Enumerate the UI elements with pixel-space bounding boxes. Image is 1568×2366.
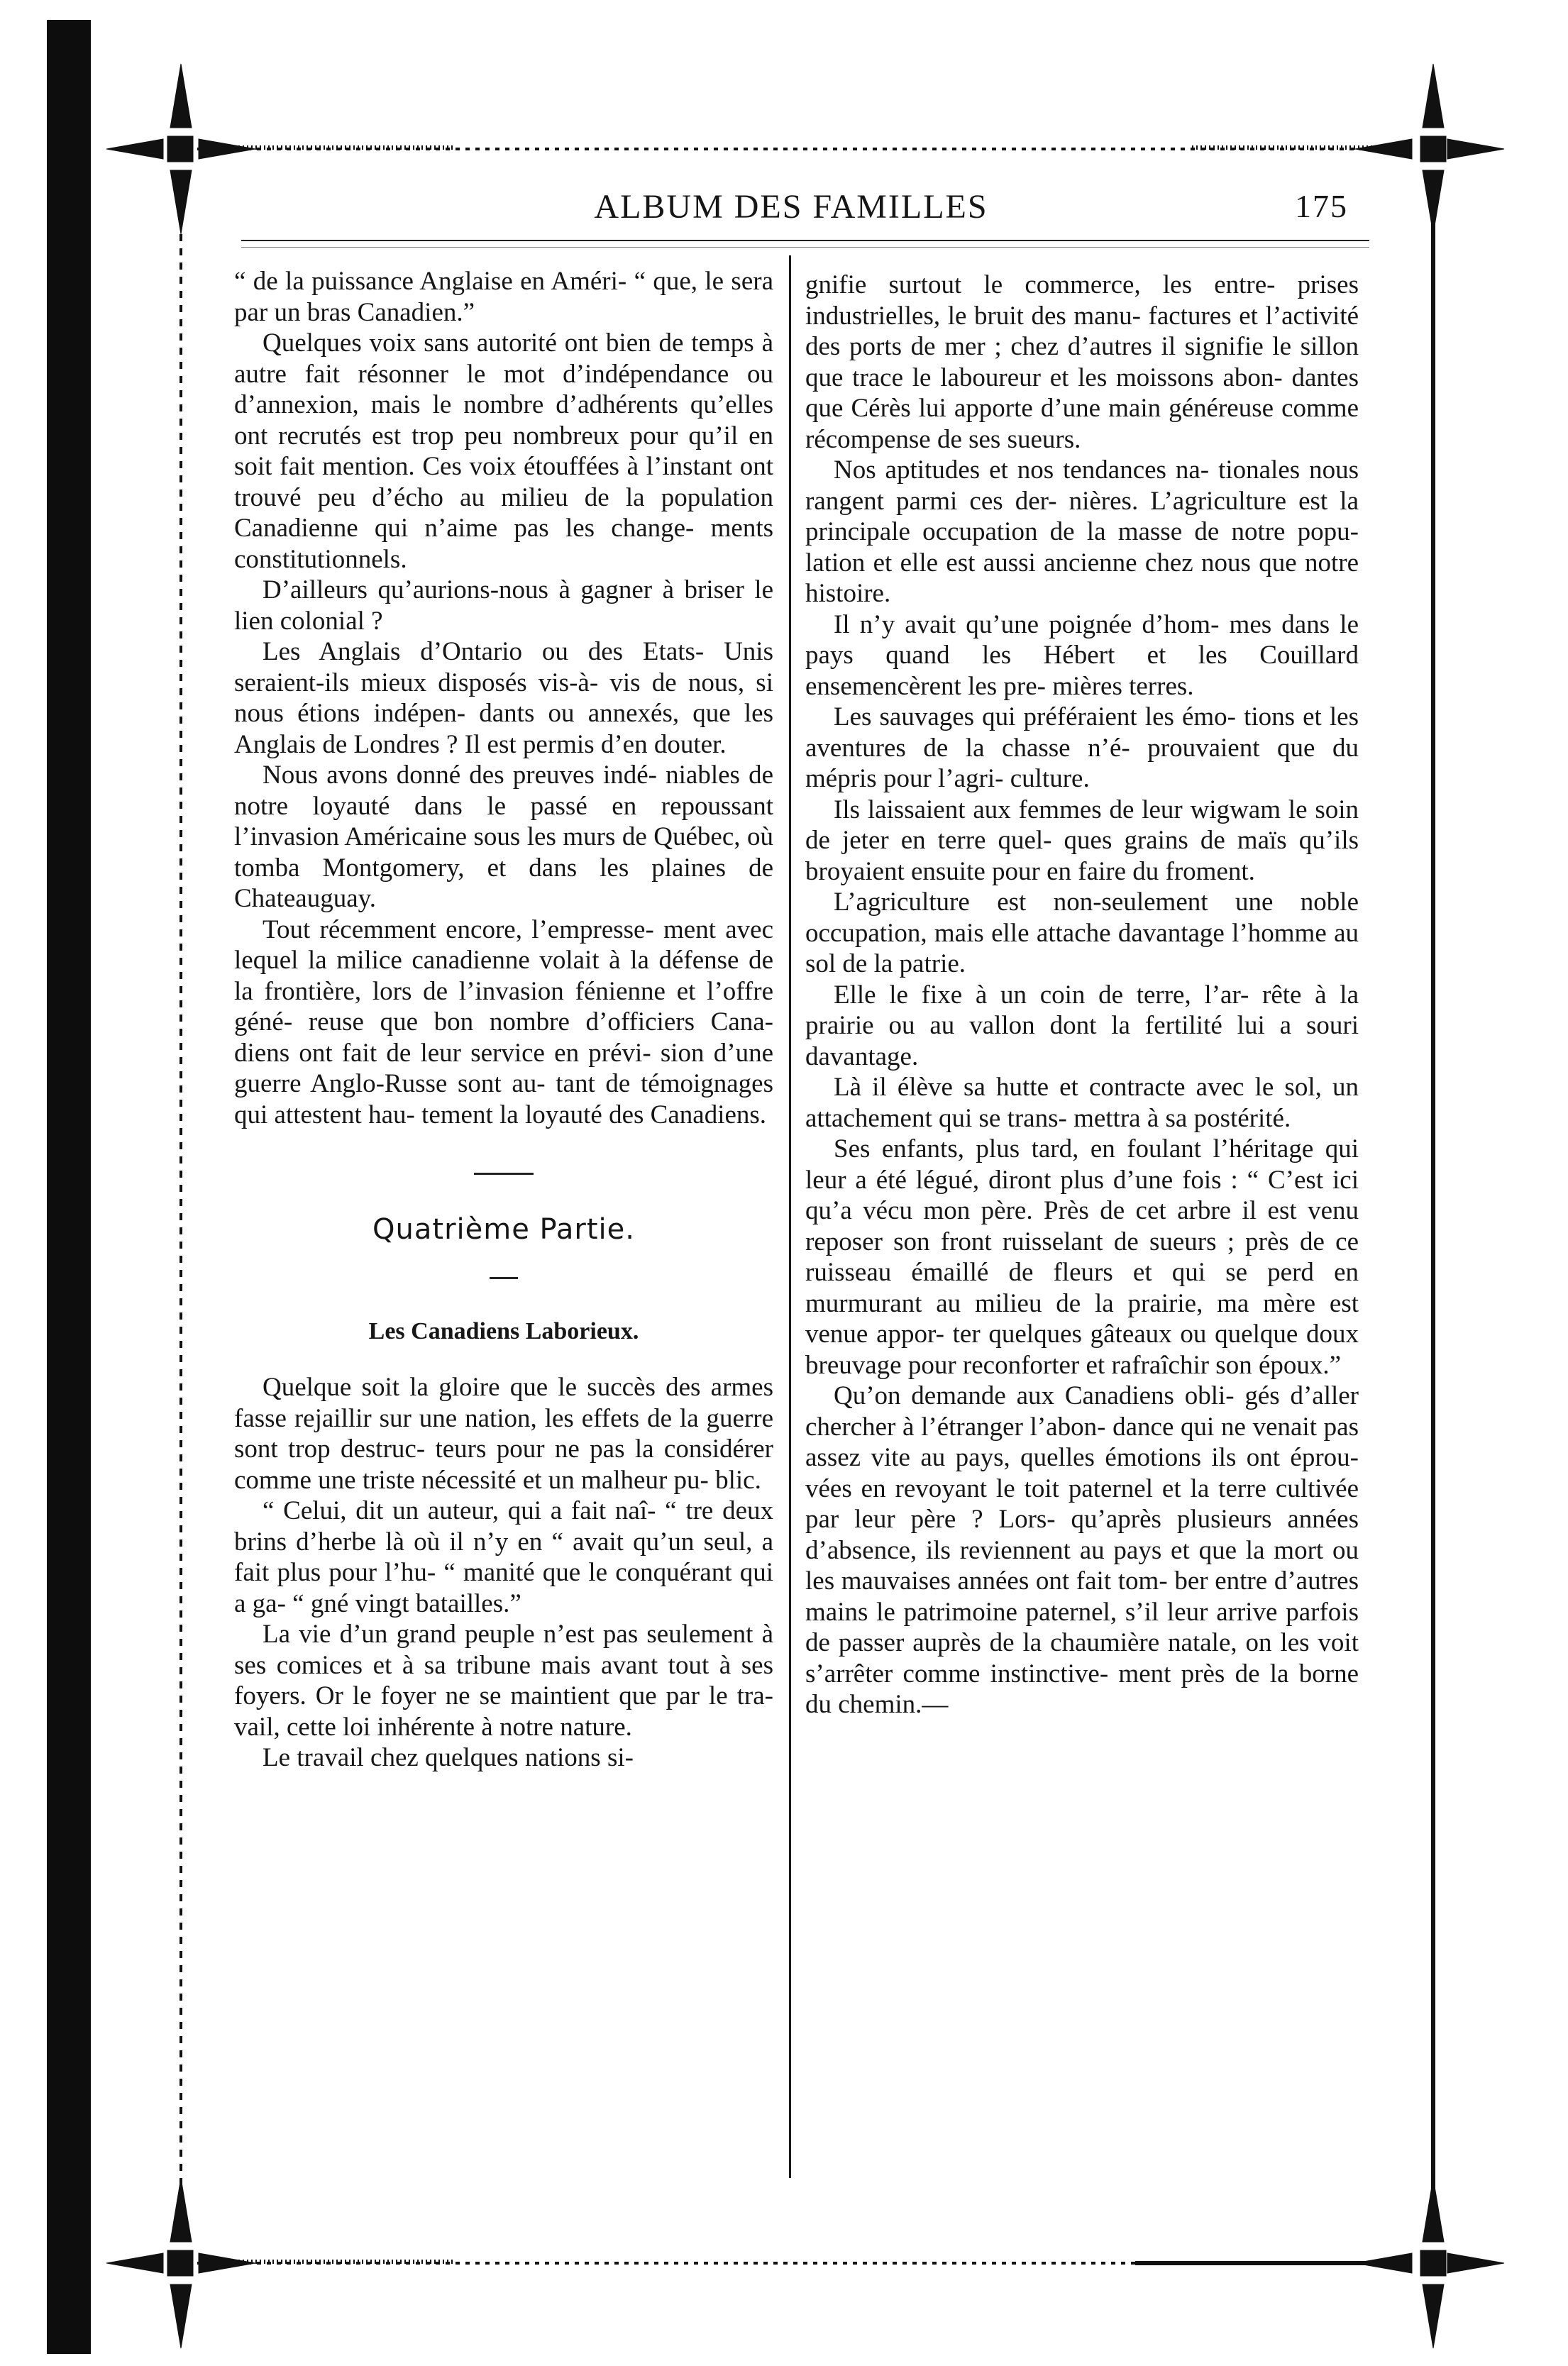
- paragraph: L’agriculture est non-seulement une noble occupation, mais elle attache davantage l’homme au sol de la patrie.: [805, 888, 1359, 978]
- paragraph: Quelque soit la gloire que le succès des armes fasse rejaillir sur une nation, les effets de la guerre sont trop destruc- teurs pour ne pas la considérer comme une triste nécessité et un malheur pu- blic.: [234, 1373, 773, 1495]
- paragraph: Les sauvages qui préféraient les émo- tions et les aventures de la chasse n’é- prouvaient que du mépris pour l’agri- culture.: [805, 702, 1359, 793]
- paragraph: “ de la puissance Anglaise en Améri- “ que, le sera par un bras Canadien.”: [234, 267, 773, 327]
- section-title: Quatrième Partie.: [372, 1213, 635, 1246]
- section-rule-short: [490, 1277, 518, 1279]
- paragraph: gnifie surtout le commerce, les entre- prises industrielles, le bruit des manu- factures et l’activité des ports de mer ; chez d’autres il signifie le sillon que trace le laboureur et les moissons abon- dantes que Cérès lui apporte d’une main généreuse comme récompense de ses sueurs.: [805, 270, 1359, 454]
- column-divider: [789, 255, 791, 2178]
- section-rule: [474, 1173, 534, 1175]
- subsection-title: Les Canadiens Laborieux.: [368, 1317, 639, 1344]
- left-column: [234, 266, 773, 1774]
- paragraph: La vie d’un grand peuple n’est pas seulement à ses comices et à sa tribune mais avant tout à ses foyers. Or le foyer ne se maintient que par le tra- vail, cette loi inhérente à notre nature.: [234, 1620, 773, 1742]
- paragraph: D’ailleurs qu’aurions-nous à gagner à briser le lien colonial ?: [234, 575, 773, 636]
- paragraph: Là il élève sa hutte et contracte avec le sol, un attachement qui se trans- mettra à sa postérité.: [805, 1073, 1359, 1133]
- paragraph: Nous avons donné des preuves indé- niables de notre loyauté dans le passé en repoussant l’invasion Américaine sous les murs de Québec, où tomba Montgomery, et dans les plaines de Chateauguay.: [234, 761, 773, 913]
- paragraph: Nos aptitudes et nos tendances na- tionales nous rangent parmi ces der- nières. L’agriculture est la principale occupation de la masse de notre popu- lation et elle est aussi ancienne chez nous que notre histoire.: [805, 455, 1359, 608]
- paragraph: “ Celui, dit un auteur, qui a fait naî- “ tre deux brins d’herbe là où il n’y en “ avait qu’un seul, a fait plus pour l’hu- “ manité que le conquérant qui a ga- “ gné vingt batailles.”: [234, 1496, 773, 1618]
- paragraph: Elle le fixe à un coin de terre, l’ar- rête à la prairie ou au vallon dont la fertilité lui a souri davantage.: [805, 980, 1359, 1071]
- header-rule-thin: [241, 247, 1369, 248]
- paragraph: Quelques voix sans autorité ont bien de temps à autre fait résonner le mot d’indépendance ou d’annexion, mais le nombre d’adhérents qu’elles ont recrutés est trop peu nombreux pour qu’il en soit fait mention. Ces voix étouffées à l’instant ont trouvé peu d’écho au milieu de la population Canadienne qui n’aime pas les change- ments constitutionnels.: [234, 328, 773, 574]
- paragraph: Le travail chez quelques nations si-: [263, 1743, 634, 1772]
- paragraph: Qu’on demande aux Canadiens obli- gés d’aller chercher à l’étranger l’abon- dance qui ne venait pas assez vite au pays, quelles émotions ils ont éprou- vées en revoyant le toit paternel et la terre cultivée par leur père ? Lors- qu’après plusieurs années d’absence, ils reviennent au pays et que la mort ou les mauvaises années ont fait tom- ber entre d’autres mains le patrimoine paternel, s’il leur arrive parfois de passer auprès de la chaumière natale, on les voit s’arrêter comme instinctive- ment près de la borne du chemin.—: [805, 1381, 1359, 1719]
- paragraph: Ils laissaient aux femmes de leur wigwam le soin de jeter en terre quel- ques grains de maïs qu’ils broyaient ensuite pour en faire du froment.: [805, 795, 1359, 886]
- paragraph: Les Anglais d’Ontario ou des Etats- Unis seraient-ils mieux disposés vis-à- vis de nous, si nous étions indépen- dants ou annexés, que les Anglais de Londres ? Il est permis d’en douter.: [234, 637, 773, 759]
- running-header: [234, 183, 1348, 240]
- paragraph: Il n’y avait qu’une poignée d’hom- mes dans le pays quand les Hébert et les Couillard ensemencèrent les pre- mières terres.: [805, 609, 1359, 701]
- header-rule: [241, 240, 1369, 241]
- paragraph: Tout récemment encore, l’empresse- ment avec lequel la milice canadienne volait à la défense de la frontière, lors de l’invasion fénienne et l’offre géné- reuse que bon nombre d’officiers Cana- diens ont fait de leur service en prévi- sion d’une guerre Anglo-Russe sont au- tant de témoignages qui attestent hau- tement la loyauté des Canadiens.: [234, 914, 773, 1129]
- right-column: [805, 270, 1359, 1720]
- page-number: 175: [1295, 188, 1348, 224]
- paragraph: Ses enfants, plus tard, en foulant l’héritage qui leur a été légué, diront plus d’une fois : “ C’est ici qu’a vécu mon père. Près de cet arbre il est venu reposer son front ruisselant de sueurs ; près de ce ruisseau émaillé de fleurs et qui se perd en murmurant au milieu de la prairie, ma mère est venue appor- ter quelques gâteaux ou quelque doux breuvage pour reconforter et rafraîchir son époux.”: [805, 1134, 1359, 1380]
- header-title: ALBUM DES FAMILLES: [594, 188, 988, 226]
